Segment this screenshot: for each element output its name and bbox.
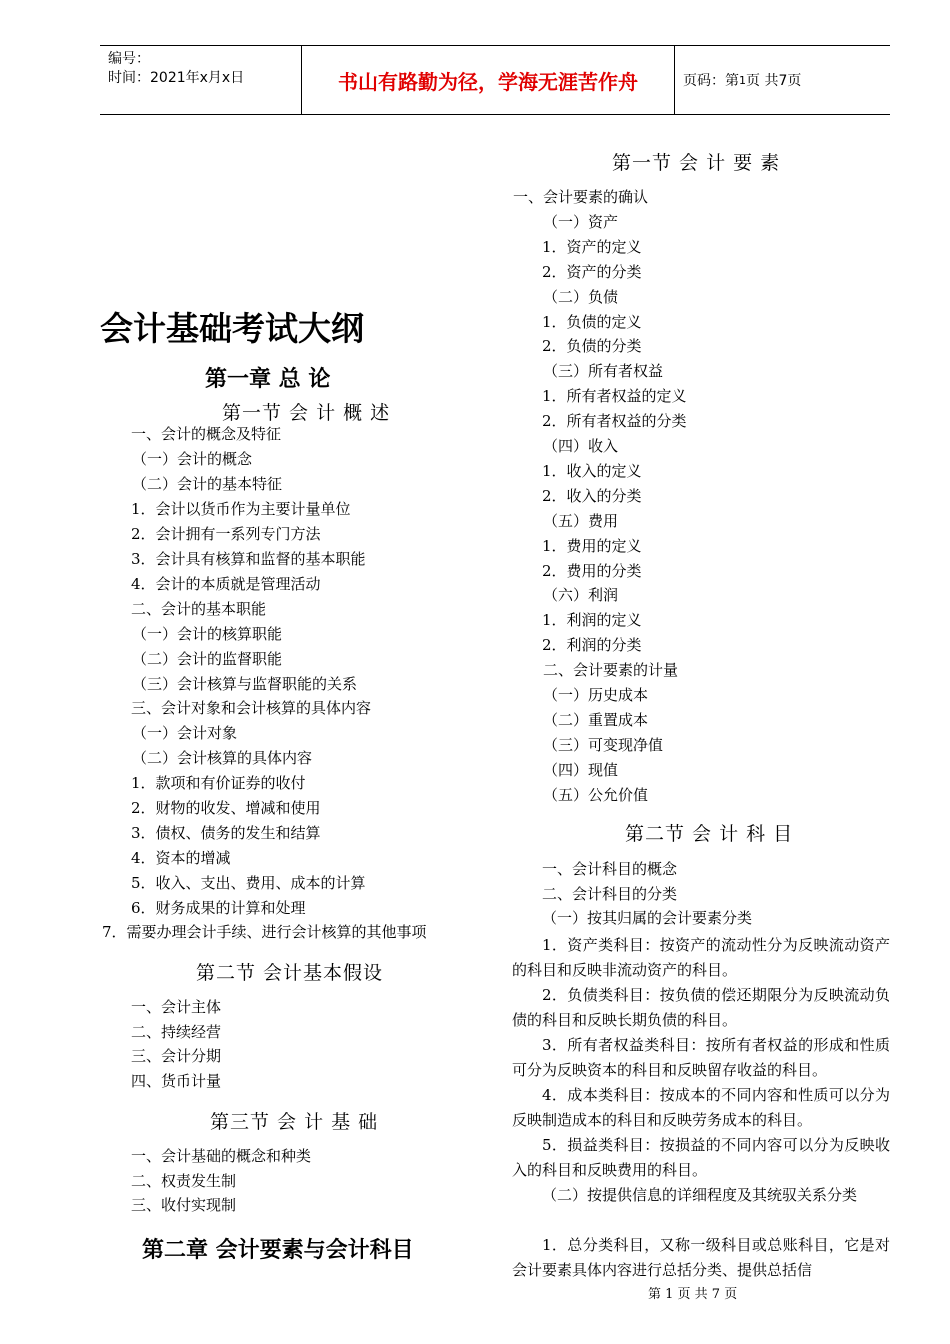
header-meta xyxy=(100,46,302,114)
outline-item: 2．负债的分类 xyxy=(542,337,642,356)
outline-item: 二、会计科目的分类 xyxy=(542,884,678,903)
outline-item: 6．财务成果的计算和处理 xyxy=(131,899,306,918)
body-paragraph: 1．资产类科目：按资产的流动性分为反映流动资产的科目和反映非流动资产的科目。 xyxy=(512,936,890,979)
header-page-prefix: 页码：第 xyxy=(683,73,739,89)
outline-item: 四、货币计量 xyxy=(131,1072,222,1091)
header-time-label: 时间：2021年x月x日 xyxy=(108,70,245,86)
chapter-1-section-1-title: 第一节 会 计 概 述 xyxy=(222,402,391,424)
header-motto: 书山有路勤为径，学海无涯苦作舟 xyxy=(302,46,675,114)
outline-item: 2．所有者权益的分类 xyxy=(542,412,687,431)
outline-item: 1．资产的定义 xyxy=(542,237,642,256)
outline-item: （四）现值 xyxy=(543,760,619,779)
body-paragraph: 1．总分类科目，又称一级科目或总账科目，它是对会计要素具体内容进行总括分类、提供总括信 xyxy=(512,1236,890,1279)
outline-item: 一、会计基础的概念和种类 xyxy=(131,1147,312,1165)
chapter-2-section-1-title: 第一节 会 计 要 素 xyxy=(612,152,781,174)
chapter-1-section-3-title: 第三节 会 计 基 础 xyxy=(210,1111,379,1133)
outline-item: 3．会计具有核算和监督的基本职能 xyxy=(131,549,366,568)
outline-item: 5．收入、支出、费用、成本的计算 xyxy=(131,874,366,893)
outline-item: 2．会计拥有一系列专门方法 xyxy=(131,524,321,543)
header-page-suffix: 页 共7页 xyxy=(746,73,802,89)
page-header xyxy=(100,45,890,115)
outline-item: （二）重置成本 xyxy=(543,710,649,729)
outline-item: 1．利润的定义 xyxy=(542,611,642,630)
body-paragraph: 4．成本类科目：按成本的不同内容和性质可以分为反映制造成本的科目和反映劳务成本的科目。 xyxy=(512,1086,890,1129)
outline-item: （一）历史成本 xyxy=(543,686,649,704)
body-paragraph: （二）按提供信息的详细程度及其统驭关系分类 xyxy=(542,1186,858,1204)
outline-item: 二、会计的基本职能 xyxy=(131,599,267,618)
outline-item: 2．财物的收发、增减和使用 xyxy=(131,799,321,818)
outline-item: 1．负债的定义 xyxy=(542,312,642,331)
chapter-1-title: 第一章 总 论 xyxy=(205,367,331,392)
outline-item: 1．收入的定义 xyxy=(542,461,642,480)
outline-item: 2．费用的分类 xyxy=(542,561,642,580)
outline-item: 1．所有者权益的定义 xyxy=(542,387,687,406)
outline-item: 二、权责发生制 xyxy=(131,1171,237,1190)
outline-item: （一）会计对象 xyxy=(132,724,238,743)
body-paragraph: 2．负债类科目：按负债的偿还期限分为反映流动负债的科目和反映长期负债的科目。 xyxy=(512,986,890,1029)
body-paragraph: 5．损益类科目：按损益的不同内容可以分为反映收入的科目和反映费用的科目。 xyxy=(512,1136,890,1179)
outline-item: 三、收付实现制 xyxy=(131,1196,237,1215)
outline-item: 1．费用的定义 xyxy=(542,536,642,555)
outline-item: （一）会计的概念 xyxy=(132,449,253,468)
outline-item: 2．收入的分类 xyxy=(542,486,642,505)
outline-item: 一、会计主体 xyxy=(131,998,222,1016)
outline-item: 二、会计要素的计量 xyxy=(543,661,679,680)
chapter-1-section-2-title: 第二节 会计基本假设 xyxy=(196,962,384,984)
chapter-2-section-2-title: 第二节 会 计 科 目 xyxy=(625,823,794,845)
body-paragraph: 3．所有者权益类科目：按所有者权益的形成和性质可分为反映资本的科目和反映留存收益的科目。 xyxy=(512,1036,890,1079)
header-page-info xyxy=(675,46,890,114)
header-number-label: 编号： xyxy=(108,51,150,67)
outline-item: （五）公允价值 xyxy=(543,785,649,804)
outline-item: （二）会计核算的具体内容 xyxy=(132,749,313,768)
outline-item: 一、会计要素的确认 xyxy=(513,188,649,206)
chapter-2-title: 第二章 会计要素与会计科目 xyxy=(142,1238,414,1263)
outline-item: （二）负债 xyxy=(543,287,619,306)
outline-item: 一、会计科目的概念 xyxy=(542,860,678,878)
outline-item: （二）会计的监督职能 xyxy=(132,649,283,668)
outline-item: （三）可变现净值 xyxy=(543,735,664,754)
outline-item: 三、会计对象和会计核算的具体内容 xyxy=(131,699,372,718)
outline-item: 2．利润的分类 xyxy=(542,636,642,655)
header-page-number: 1 xyxy=(739,73,746,87)
outline-item: （一）会计的核算职能 xyxy=(132,624,283,643)
outline-item: 三、会计分期 xyxy=(131,1047,222,1066)
outline-item: 2．资产的分类 xyxy=(542,262,642,281)
outline-item: （四）收入 xyxy=(543,437,619,455)
outline-item: （五）费用 xyxy=(543,511,619,530)
outline-item: （三）会计核算与监督职能的关系 xyxy=(132,674,358,693)
outline-item: 二、持续经营 xyxy=(131,1022,222,1041)
outline-item: （六）利润 xyxy=(543,586,619,605)
outline-item: （二）会计的基本特征 xyxy=(132,474,283,493)
outline-item: 1．款项和有价证券的收付 xyxy=(131,774,306,793)
outline-item: （一）资产 xyxy=(543,212,619,231)
outline-item: （一）按其归属的会计要素分类 xyxy=(542,909,753,928)
outline-item: 1．会计以货币作为主要计量单位 xyxy=(131,499,351,518)
outline-item: （三）所有者权益 xyxy=(543,362,664,381)
outline-item: 3．债权、债务的发生和结算 xyxy=(131,824,321,843)
document-title: 会计基础考试大纲 xyxy=(100,309,364,348)
outline-item: 4．资本的增减 xyxy=(131,849,231,868)
outline-item: 一、会计的概念及特征 xyxy=(131,425,282,443)
page-footer: 第 1 页 共 7 页 xyxy=(648,1287,738,1302)
chapter-1-section-1-last-item: 7．需要办理会计手续、进行会计核算的其他事项 xyxy=(102,923,427,941)
outline-item: 4．会计的本质就是管理活动 xyxy=(131,574,321,593)
